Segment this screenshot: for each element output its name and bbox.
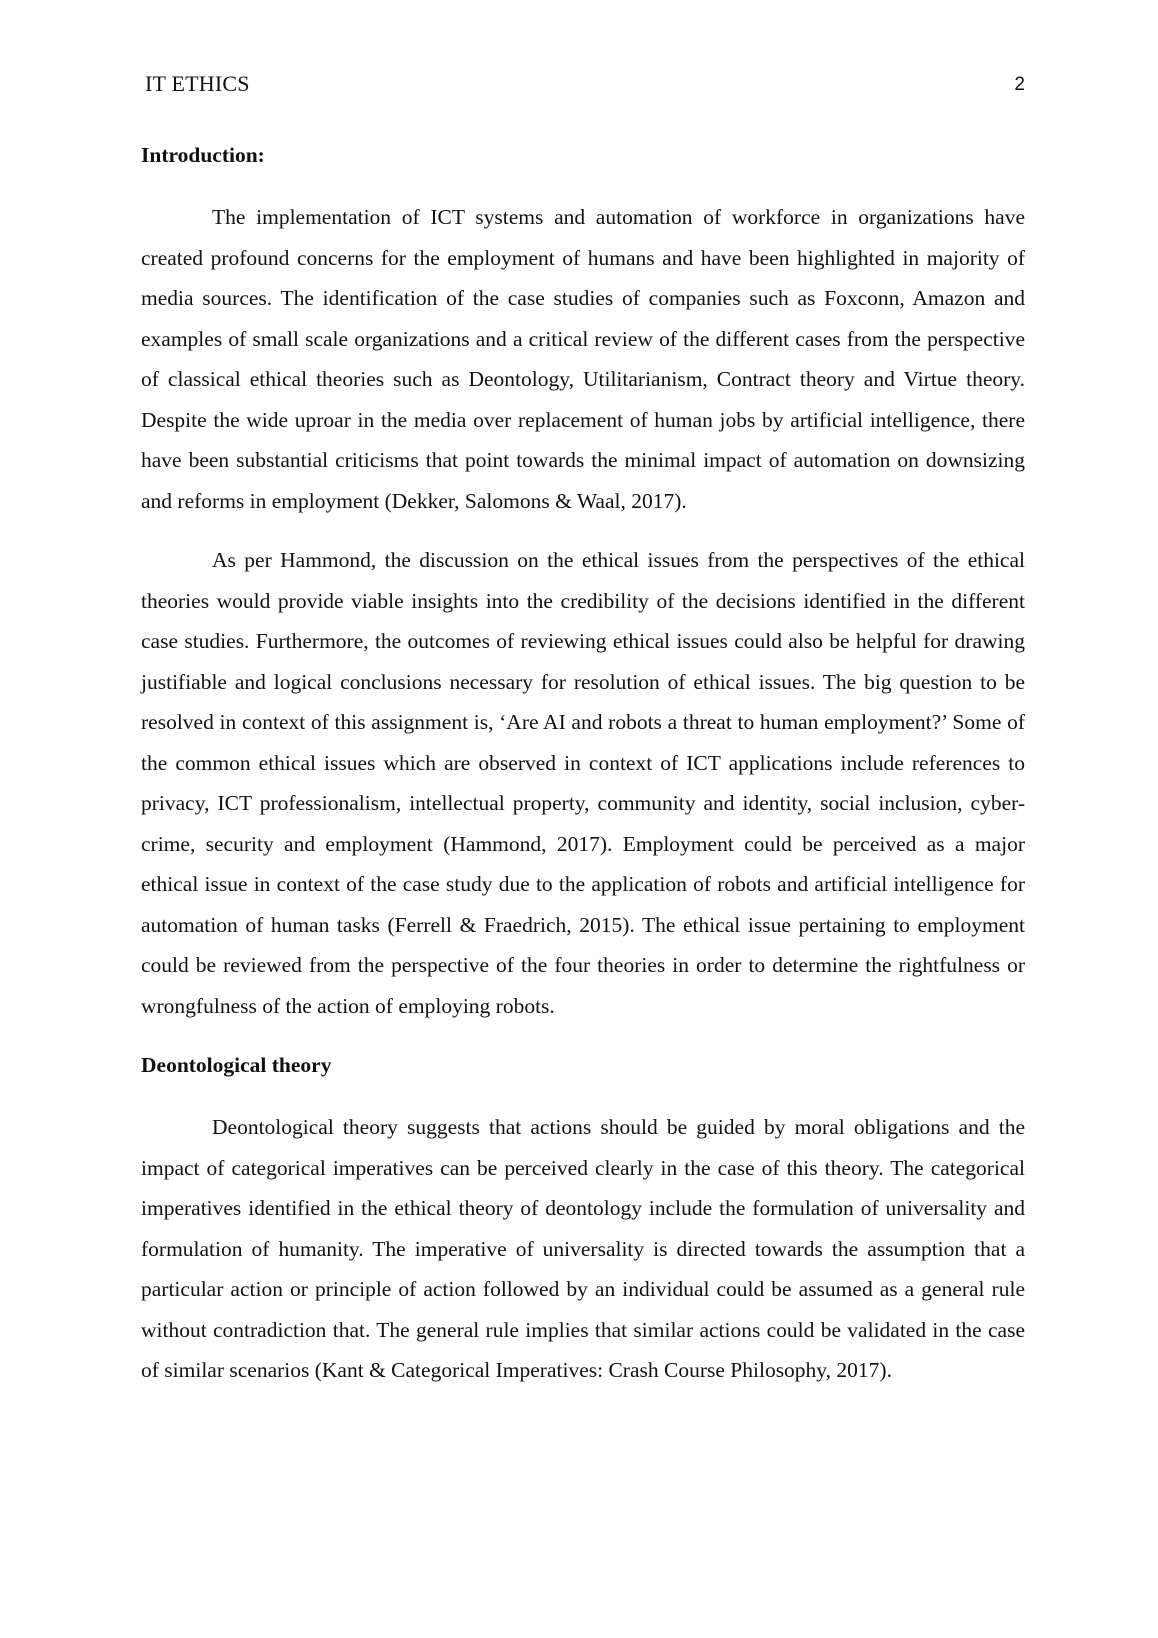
section-heading-deontological-theory: Deontological theory	[141, 1053, 332, 1077]
paragraph: As per Hammond, the discussion on the ethical issues from the perspectives of the ethical theories would provide viable insights into the credibility of the decisions identified in the different case studies. Furthermore, the outcomes of reviewing ethical issues could also be helpful for drawing justifiable and logical conclusions necessary for resolution of ethical issues. The big question to be resolved in context of this assignment is, ‘Are AI and robots a threat to human employment?’ Some of the common ethical issues which are observed in context of ICT applications include references to privacy, ICT professionalism, intellectual property, community and identity, social inclusion, cyber-crime, security and employment (Hammond, 2017). Employment could be perceived as a major ethical issue in context of the case study due to the application of robots and artificial intelligence for automation of human tasks (Ferrell & Fraedrich, 2015). The ethical issue pertaining to employment could be reviewed from the perspective of the four theories in order to determine the rightfulness or wrongfulness of the action of employing robots.	[141, 548, 1025, 1018]
paragraph: The implementation of ICT systems and automation of workforce in organizations have created profound concerns for the employment of humans and have been highlighted in majority of media sources. The identification of the case studies of companies such as Foxconn, Amazon and examples of small scale organizations and a critical review of the different cases from the perspective of classical ethical theories such as Deontology, Utilitarianism, Contract theory and Virtue theory. Despite the wide uproar in the media over replacement of human jobs by artificial intelligence, there have been substantial criticisms that point towards the minimal impact of automation on downsizing and reforms in employment (Dekker, Salomons & Waal, 2017).	[141, 205, 1025, 513]
paragraph: Deontological theory suggests that actions should be guided by moral obligations and the impact of categorical imperatives can be perceived clearly in the case of this theory. The categorical imperatives identified in the ethical theory of deontology include the formulation of universality and formulation of humanity. The imperative of universality is directed towards the assumption that a particular action or principle of action followed by an individual could be assumed as a general rule without contradiction that. The general rule implies that similar actions could be validated in the case of similar scenarios (Kant & Categorical Imperatives: Crash Course Philosophy, 2017).	[141, 1115, 1025, 1382]
running-header-title: IT ETHICS	[145, 71, 250, 96]
document-body	[141, 140, 1025, 1391]
page-number: 2	[1014, 74, 1025, 95]
section-heading-introduction: Introduction:	[141, 143, 265, 167]
